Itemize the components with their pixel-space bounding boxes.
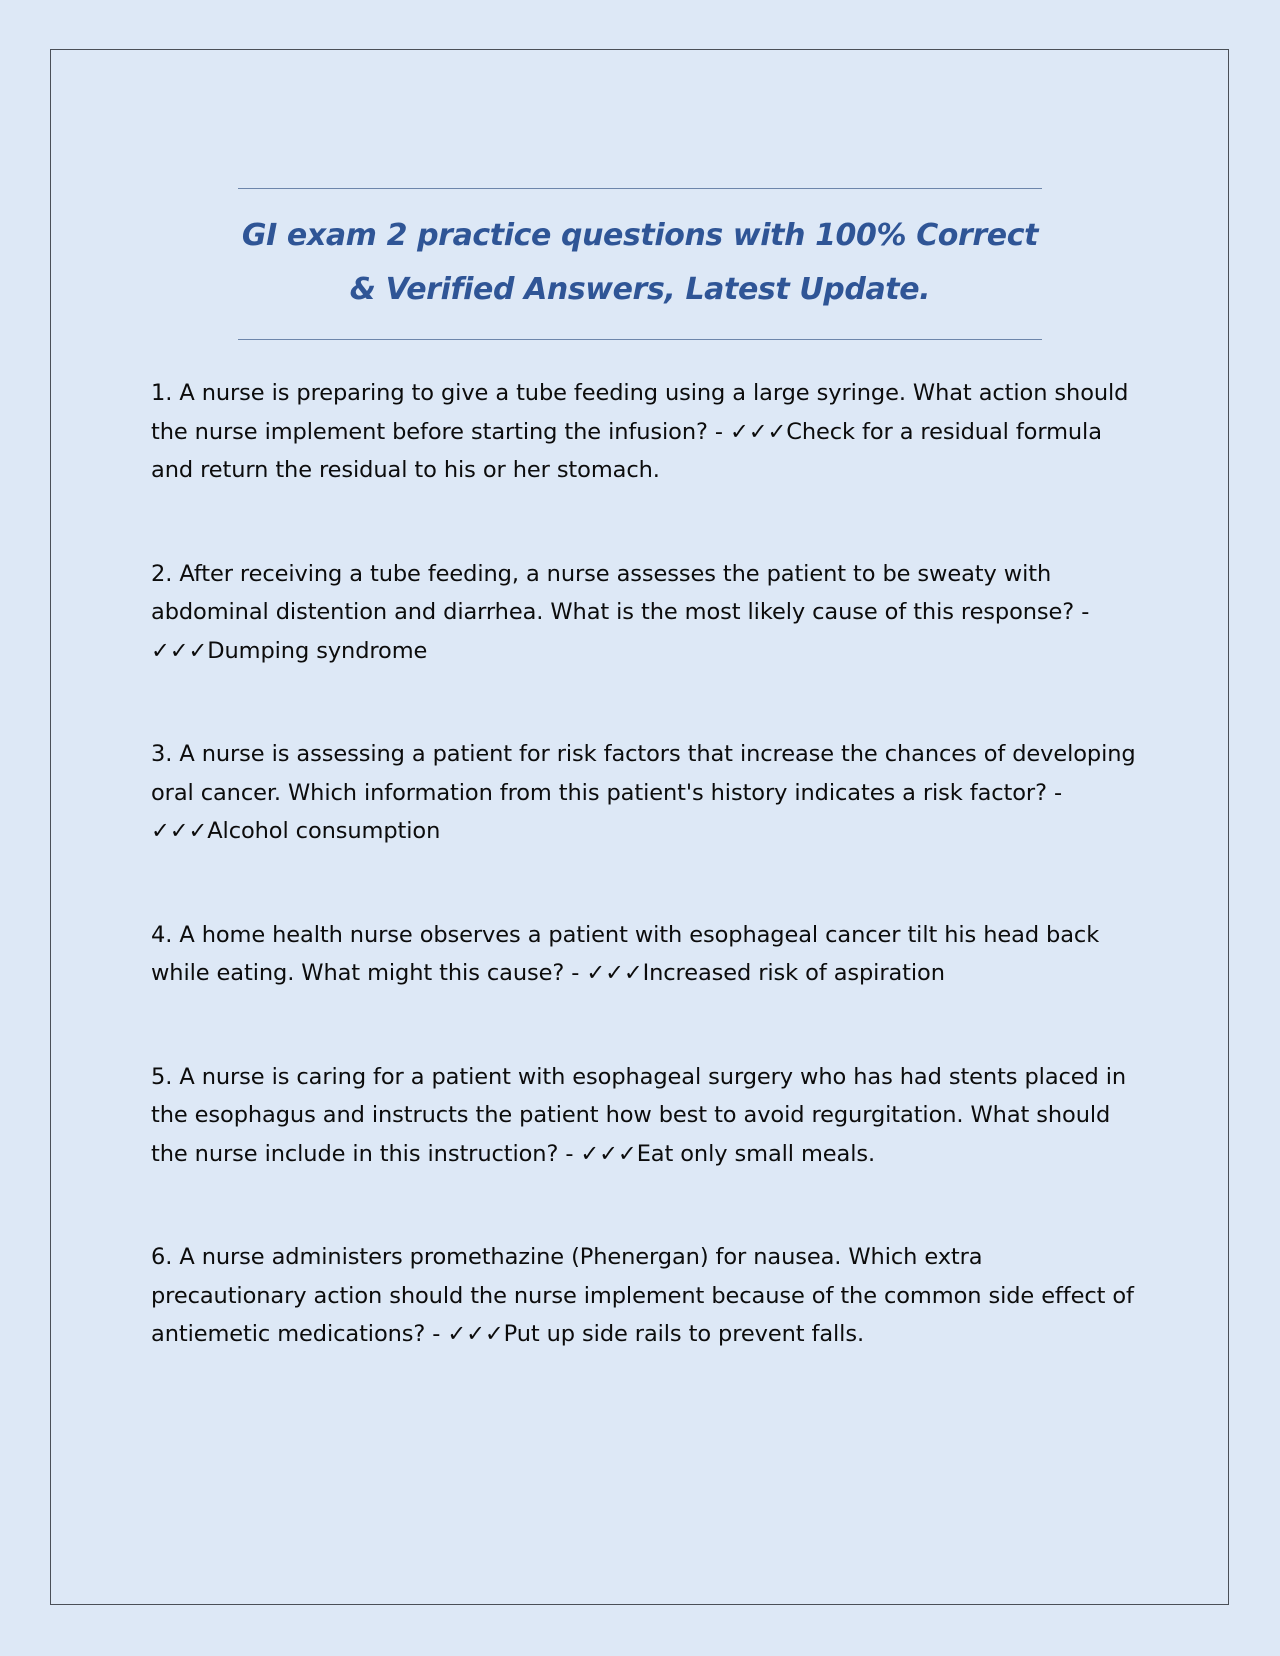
question-item	[151, 1238, 1141, 1354]
answer-separator: -	[1046, 779, 1062, 806]
question-text: A nurse is assessing a patient for risk factors that increase the chances of developing oral cancer. Which information from this patient's history indicates a risk factor?	[151, 741, 1136, 806]
title-bottom-rule	[238, 339, 1042, 340]
question-item	[151, 916, 1141, 993]
question-item	[151, 374, 1141, 490]
question-item	[151, 1058, 1141, 1174]
question-number: 1.	[151, 380, 173, 406]
check-marks-icon: ✓✓✓	[580, 1140, 637, 1167]
question-number: 2.	[151, 560, 173, 587]
answer-separator: -	[707, 418, 730, 445]
answer-text: Put up side rails to prevent falls.	[503, 1321, 865, 1347]
question-text: After receiving a tube feeding, a nurse assesses the patient to be sweaty with abdominal distention and diarrhea. What is the most likely cause of this response?	[151, 560, 1075, 625]
answer-separator: -	[564, 960, 587, 986]
question-item	[151, 735, 1141, 851]
document-title: GI exam 2 practice questions with 100% Correct & Verified Answers, Latest Update.	[241, 218, 1039, 307]
question-text: A nurse is caring for a patient with esophageal surgery who has had stents placed in the esophagus and instructs the patient how best to avoid regurgitation. What should the nurse include in this instruction?	[151, 1063, 1127, 1167]
answer-text: Dumping syndrome	[207, 637, 428, 664]
check-marks-icon: ✓✓✓	[151, 637, 208, 664]
answer-text: Check for a residual formula and return the residual to his or her stomach.	[151, 418, 1102, 483]
question-number: 6.	[151, 1244, 173, 1270]
question-list	[151, 374, 1141, 1419]
question-number: 3.	[151, 741, 173, 767]
answer-text: Increased risk of aspiration	[642, 960, 945, 986]
question-number: 4.	[151, 921, 173, 948]
answer-separator: -	[425, 1321, 448, 1347]
answer-separator: -	[558, 1140, 581, 1167]
check-marks-icon: ✓✓✓	[447, 1321, 504, 1347]
title-block	[238, 188, 1042, 340]
answer-separator: -	[1074, 599, 1090, 625]
question-item	[151, 555, 1141, 671]
check-marks-icon: ✓✓✓	[586, 960, 643, 986]
answer-text: Eat only small meals.	[636, 1140, 876, 1167]
check-marks-icon: ✓✓✓	[729, 418, 787, 445]
question-text: A home health nurse observes a patient with esophageal cancer tilt his head back while eating. What might this cause?	[151, 921, 1100, 986]
check-marks-icon: ✓✓✓	[151, 818, 208, 844]
question-number: 5.	[151, 1063, 173, 1090]
question-text: A nurse is preparing to give a tube feeding using a large syringe. What action should the nurse implement before starting the infusion?	[151, 380, 1129, 445]
answer-text: Alcohol consumption	[207, 818, 441, 844]
question-text: A nurse administers promethazine (Phenergan) for nausea. Which extra precautionary action should the nurse implement because of the common side effect of antiemetic medications?	[151, 1244, 1134, 1347]
